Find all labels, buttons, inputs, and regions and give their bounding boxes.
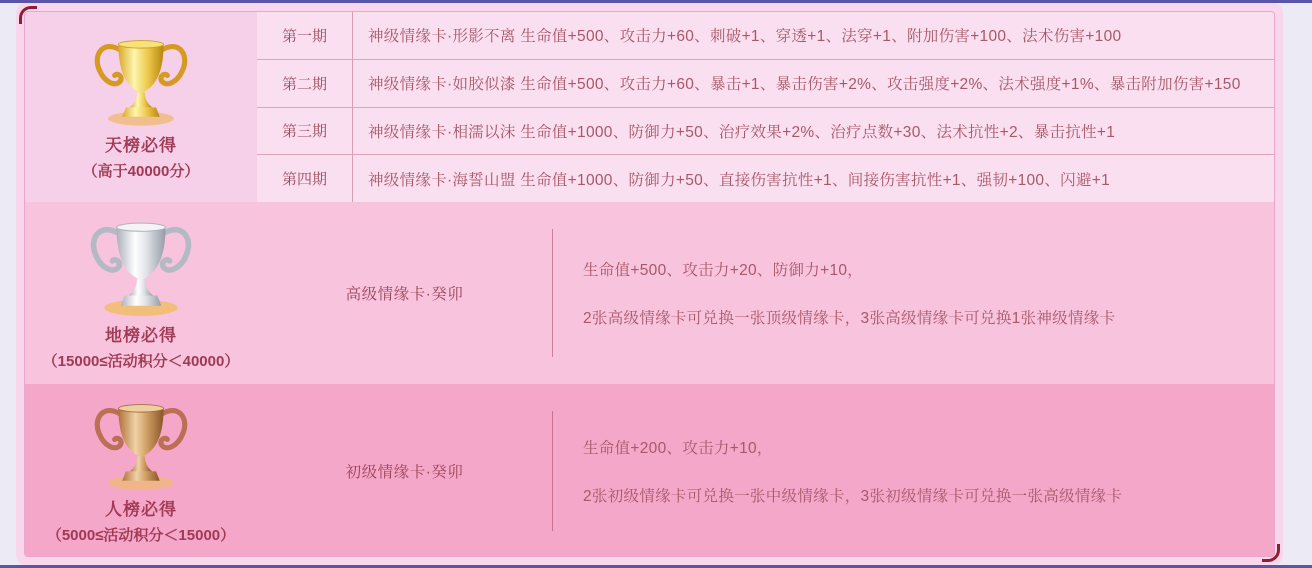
reward-detail-lines xyxy=(553,384,1274,557)
reward-card-name: 初级情缘卡·癸卯 xyxy=(345,464,464,481)
tier-dibang xyxy=(25,202,1274,384)
reward-detail-lines xyxy=(553,202,1274,384)
tier-renbang-header xyxy=(25,384,257,557)
period-row xyxy=(257,108,1274,156)
tier-dibang-header xyxy=(25,202,257,384)
period-label: 第一期 xyxy=(257,12,353,59)
period-row xyxy=(257,155,1274,202)
reward-detail-line: 生命值+500、攻击力+20、防御力+10， xyxy=(583,262,864,279)
reward-panel xyxy=(16,3,1283,565)
tier-title: 天榜必得 xyxy=(105,135,177,155)
tier-renbang xyxy=(25,384,1274,557)
tier-condition: （5000≤活动积分＜15000） xyxy=(46,526,236,544)
tier-title: 人榜必得 xyxy=(105,499,177,519)
period-reward-text: 神级情缘卡·形影不离 生命值+500、攻击力+60、刺破+1、穿透+1、法穿+1、附加伤害+100、法术伤害+100 xyxy=(368,28,1122,46)
tier-tianbang-header xyxy=(25,12,257,202)
tier-condition: （高于40000分） xyxy=(82,162,200,180)
top-edge-line xyxy=(0,0,1312,3)
tier-renbang-content xyxy=(257,384,1274,557)
reward-table xyxy=(24,11,1275,557)
reward-card-name: 高级情缘卡·癸卯 xyxy=(345,286,464,303)
period-reward-text: 神级情缘卡·海誓山盟 生命值+1000、防御力+50、直接伤害抗性+1、间接伤害抗性+1、强韧+100、闪避+1 xyxy=(368,171,1111,189)
tier-tianbang xyxy=(25,12,1274,202)
bronze-trophy-icon xyxy=(82,398,200,492)
reward-detail-line: 2张高级情缘卡可兑换一张顶级情缘卡，3张高级情缘卡可兑换1张神级情缘卡 xyxy=(583,310,1116,327)
period-rows xyxy=(257,12,1274,202)
period-reward-text: 神级情缘卡·如胶似漆 生命值+500、攻击力+60、暴击+1、暴击伤害+2%、攻击强度+2%、法术强度+1%、暴击附加伤害+150 xyxy=(368,76,1241,94)
silver-trophy-icon xyxy=(78,216,204,318)
tier-condition: （15000≤活动积分＜40000） xyxy=(42,352,240,370)
period-label: 第四期 xyxy=(257,155,353,202)
period-label: 第三期 xyxy=(257,108,353,155)
corner-ornament-bottom-right xyxy=(1262,544,1280,562)
reward-detail-line: 生命值+200、攻击力+10， xyxy=(583,440,773,457)
gold-trophy-icon xyxy=(82,34,200,128)
period-row xyxy=(257,12,1274,60)
period-label: 第二期 xyxy=(257,60,353,107)
period-row xyxy=(257,60,1274,108)
reward-detail-line: 2张初级情缘卡可兑换一张中级情缘卡，3张初级情缘卡可兑换一张高级情缘卡 xyxy=(583,488,1123,505)
period-reward-text: 神级情缘卡·相濡以沫 生命值+1000、防御力+50、治疗效果+2%、治疗点数+30、法术抗性+2、暴击抗性+1 xyxy=(368,123,1116,141)
corner-ornament-top-left xyxy=(19,6,37,24)
tier-title: 地榜必得 xyxy=(105,325,177,345)
tier-dibang-content xyxy=(257,202,1274,384)
